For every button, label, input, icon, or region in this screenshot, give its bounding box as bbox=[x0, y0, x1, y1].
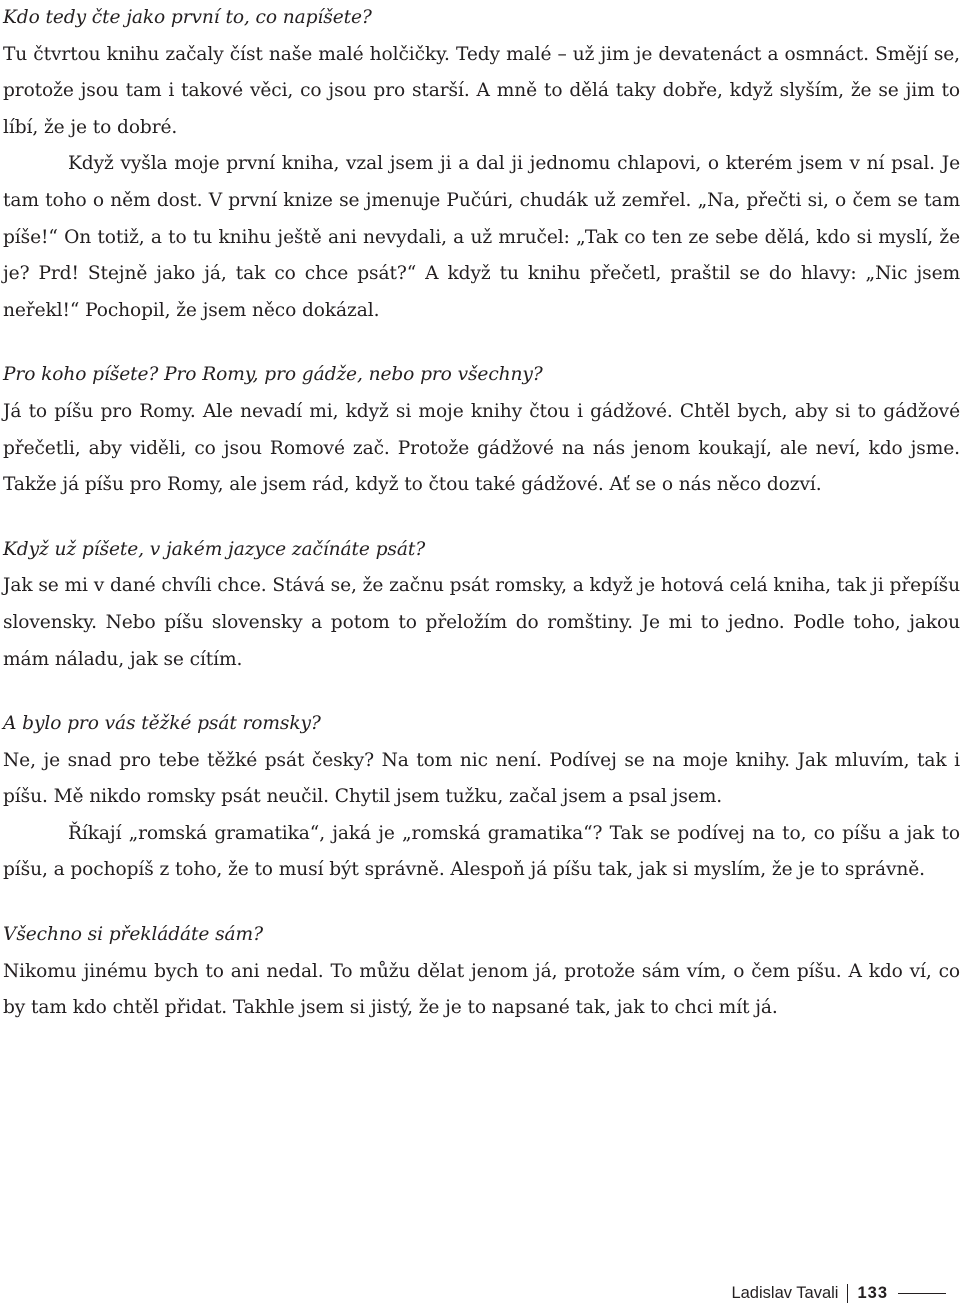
answer-paragraph: Když vyšla moje první kniha, vzal jsem ji a dal ji jednomu chlapovi, o kterém jsem v ní psal. Je tam toho o něm dost. V první knize se jmenuje Pučúri, chudák už zemřel. „Na, přečti si, o čem se tam píše!“ On totiž, a to tu knihu ještě ani nevydali, a už mručel: „Tak co ten ze sebe dělá, kdo si myslí, že je? Prd! Stejně jako já, tak co chce psát?“ A když tu knihu přečetl, praštil se do hlavy: „Nic jsem neřekl!“ Pochopil, že jsem něco dokázal. bbox=[3, 153, 960, 321]
footer-separator bbox=[847, 1284, 848, 1303]
answer-paragraph: Tu čtvrtou knihu začaly číst naše malé holčičky. Tedy malé – už jim je devatenáct a osmnáct. Smějí se, protože jsou tam i takové věci, co jsou pro starší. A mně to dělá taky dobře, když slyším, že se jim to líbí, že je to dobré. bbox=[3, 43, 960, 138]
question-text: Když už píšete, v jakém jazyce začínáte psát? bbox=[3, 538, 426, 560]
interview-block-5 bbox=[3, 917, 960, 1027]
page-footer bbox=[731, 1283, 946, 1303]
answer-paragraph: Já to píšu pro Romy. Ale nevadí mi, když si moje knihy čtou i gádžové. Chtěl bych, aby si to gádžové přečetli, aby viděli, co jsou Romové zač. Protože gádžové na nás jenom koukají, ale neví, kdo jsme. Takže já píšu pro Romy, ale jsem rád, když to čtou také gádžové. Ať se o nás něco dozví. bbox=[3, 400, 960, 496]
interview-block-1 bbox=[3, 0, 960, 329]
interview-block-2 bbox=[3, 357, 960, 503]
interview-block-4 bbox=[3, 706, 960, 889]
page-number: 133 bbox=[857, 1284, 888, 1302]
answer-paragraph: Ne, je snad pro tebe těžké psát česky? Na tom nic není. Podívej se na moje knihy. Jak mluvím, tak i píšu. Mě nikdo romsky psát neučil. Chytil jsem tužku, začal jsem a psal jsem. bbox=[3, 749, 960, 808]
page-body bbox=[3, 0, 960, 1027]
question-text: Kdo tedy čte jako první to, co napíšete? bbox=[3, 7, 372, 28]
footer-rule bbox=[898, 1293, 946, 1294]
answer-paragraph: Nikomu jinému bych to ani nedal. To můžu dělat jenom já, protože sám vím, o čem píšu. A kdo ví, co by tam kdo chtěl přidat. Takhle jsem si jistý, že je to napsané tak, jak to chci mít já. bbox=[3, 960, 960, 1019]
question-text: Pro koho píšete? Pro Romy, pro gádže, nebo pro všechny? bbox=[3, 364, 543, 386]
answer-paragraph: Říkají „romská gramatika“, jaká je „romská gramatika“? Tak se podívej na to, co píšu a jak to píšu, a pochopíš z toho, že to musí být správně. Alespoň já píšu tak, jak si myslím, že je to správně. bbox=[3, 822, 960, 881]
answer-paragraph: Jak se mi v dané chvíli chce. Stává se, že začnu psát romsky, a když je hotová celá kniha, tak ji přepíšu slovensky. Nebo píšu slovensky a potom to přeložím do romštiny. Je mi to jedno. Podle toho, jakou mám náladu, jak se cítím. bbox=[3, 575, 960, 670]
interview-block-3 bbox=[3, 532, 960, 678]
question-text: Všechno si překládáte sám? bbox=[3, 924, 263, 946]
question-text: A bylo pro vás těžké psát romsky? bbox=[3, 713, 321, 735]
footer-author: Ladislav Tavali bbox=[731, 1284, 839, 1302]
